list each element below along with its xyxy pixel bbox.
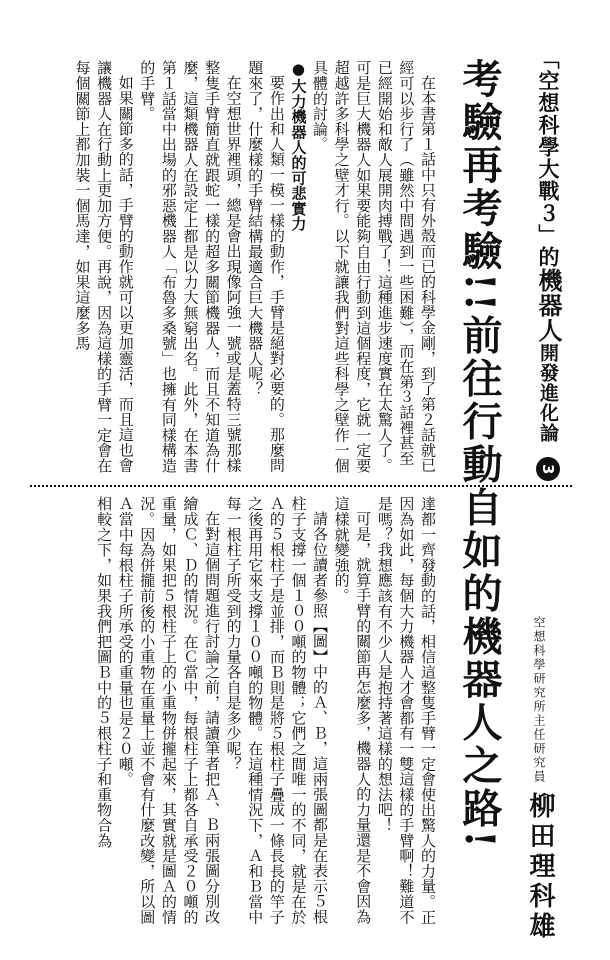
series-title-big: 機器人 — [534, 268, 562, 343]
body-bottom-section — [58, 496, 438, 936]
paragraph: 相較之下，如果我們把圖Ｂ中的５根柱子和重物合為 — [95, 496, 114, 848]
paragraph: 可是，就算手臂的關節再怎麼多，機器人的力量還是不會因為這樣就變強的。 — [332, 496, 373, 925]
paragraph: 如果關節多的話，手臂的動作就可以更加靈活，而且這也會讓機器人在行動上更加方便。再說，因為這樣的手臂一定會在每個關節上都加裝一個馬達，如果這麼多馬 — [73, 60, 135, 474]
series-title-open: 「空想科學大戰３」的 — [536, 48, 560, 268]
series-number-badge: 3 — [536, 457, 560, 481]
paragraph: 要作出和人類一模一樣的動作，手臂是絕對必要的。那麼問題來了，什麼樣的手臂結構最適合巨大機器人呢？ — [246, 60, 286, 473]
headline: 考驗再考驗!!前往行動自如的機器人之路! — [456, 58, 503, 851]
paragraph: 達都一齊發動的話，相信這整隻手臂一定會使出驚人的力量。正因為如此，每個大力機器人才會都有一雙這樣的手臂啊！難道不是嗎？我想應該有不少人是抱持著這樣的想法吧！ — [375, 496, 437, 925]
body-top-section — [58, 60, 438, 478]
paragraph: 在對這個問題進行討論之前，請讀筆者把Ａ、Ｂ兩張圖分別改繪成Ｃ、Ｄ的情況。在Ｃ當中，每根柱子上都各自承受２０噸的重量，如果把５根柱子上的小重物併攏起來，其實就是圖Ａ的情況。因為併攏前後的小重物在重量上並不會有什麼改變，所以圖Ａ當中每根柱子所承受的重量也是２０噸。 — [116, 496, 222, 925]
paragraph: 在空想世界裡頭，總是會出現像阿強一號或是蓋特三號那樣整隻手臂簡直就跟蛇一樣的超多關節機器人，而且不知道為什麼，這類機器人在設定上都是以力大無窮出名。此外，在本書第１話當中出場的邪惡機器人「布魯多桑號」也擁有同樣構造的手臂。 — [138, 60, 243, 474]
series-title — [534, 48, 562, 476]
section-subheading: ●大力機器人的可悲實力 — [289, 60, 308, 232]
author-name: 柳田理科雄 — [525, 792, 555, 942]
dotted-divider — [30, 485, 572, 487]
paragraph: 在本書第１話中只有外殼而已的科學金剛，到了第２話就已經可以步行了（雖然中間遇到一些困難），而在第３話裡甚至已經開始和敵人展開肉搏戰了！這種進步速度實在太驚人了。可是巨大機器人如果要能夠自由行動到這個程度，它就一定要超越許多科學之壁才行。以下就讓我們對這些科學之壁作一個具體的討論。 — [311, 60, 437, 474]
paragraph: 請各位讀者參照【圖】中的Ａ、Ｂ，這兩張圖都是在表示５根柱子支撐一個１００噸的物體；它們之間唯一的不同，就是在於Ａ的５根柱子是並排，而Ｂ則是將５根柱子疊成一條長長的竿子之後再用它來支撐１００噸的物體。在這種情況下，Ａ和Ｂ當中每一根柱子所受到的力量各自是多少呢？ — [224, 496, 330, 925]
author-role: 空想科學研究所主任研究員 — [532, 616, 546, 784]
series-title-rest: 開發進化論 — [537, 343, 559, 443]
